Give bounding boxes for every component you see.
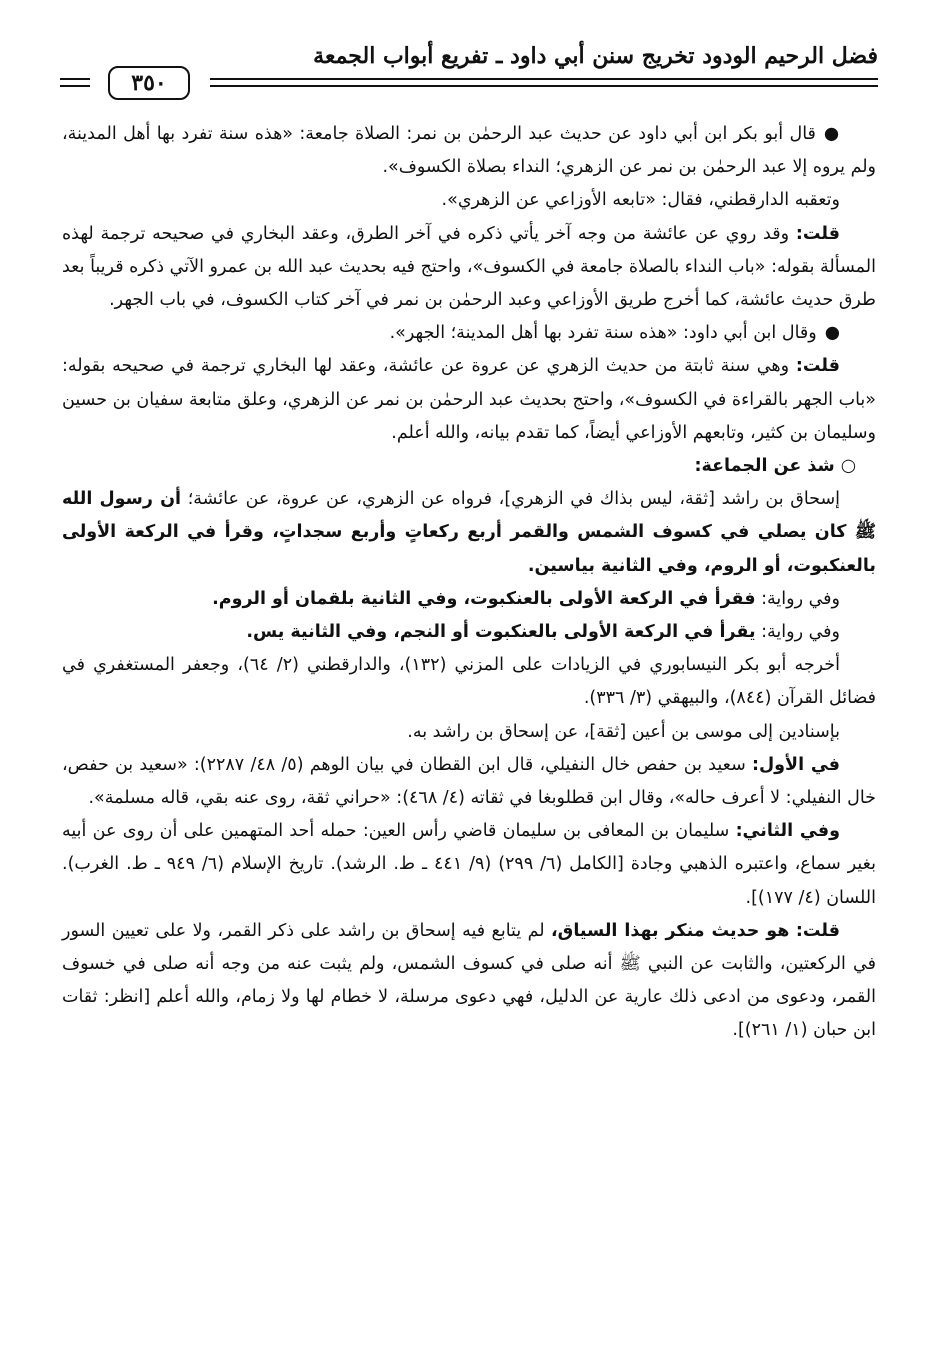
- paragraph: ●قال أبو بكر ابن أبي داود عن حديث عبد الرحمٰن بن نمر: الصلاة جامعة: «هذه سنة تفرد بها أهل المدينة، ولم يروه إلا عبد الرحمٰن بن نمر عن الزهري؛ النداء بصلاة الكسوف».: [62, 124, 876, 178]
- paragraph-label: وفي الثاني:: [735, 821, 840, 842]
- paragraph: أخرجه أبو بكر النيسابوري في الزيادات على المزني (١٣٢)، والدارقطني (٢/ ٦٤)، وجعفر المستغفري في فضائل القرآن (٨٤٤)، والبيهقي (٣/ ٣٣٦).: [62, 655, 876, 709]
- bullet-icon: ●: [823, 124, 840, 144]
- paragraph-label: قلت:: [795, 920, 840, 941]
- page-body: [62, 118, 876, 1048]
- paragraph: وتعقبه الدارقطني، فقال: «تابعه الأوزاعي عن الزهري».: [441, 190, 840, 211]
- hadith-text: أن رسول الله ﷺ كان يصلي في كسوف الشمس والقمر أربع ركعاتٍ وأربع سجداتٍ، وقرأ في الركعة الأولى بالعنكبوت، أو الروم، وفي الثانية بياسين.: [62, 489, 876, 576]
- paragraph: وفي الثاني: سليمان بن المعافى بن سليمان قاضي رأس العين: حمله أحد المتهمين على أن روى عن أبيه بغير سماع، واعتبره الذهبي وجادة [الكامل (٦/ ٢٩٩) (٩/ ٤٤١ ـ ط. الرشد). تاريخ الإسلام (٦/ ٩٤٩ ـ ط. الغرب). اللسان (٤/ ١٧٧)].: [62, 821, 876, 908]
- header-title: فضل الرحيم الودود تخريج سنن أبي داود ـ تفريع أبواب الجمعة: [313, 43, 878, 69]
- hadith-text: يقرأ في الركعة الأولى بالعنكبوت أو النجم، وفي الثانية يس.: [246, 622, 756, 643]
- hadith-text: فقرأ في الركعة الأولى بالعنكبوت، وفي الثانية بلقمان أو الروم.: [212, 588, 756, 609]
- paragraph: في الأول: سعيد بن حفص خال النفيلي، قال ابن القطان في بيان الوهم (٥/ ٤٨/ ٢٢٨٧): «سعيد بن حفص، خال النفيلي: لا أعرف حاله»، وقال ابن قطلوبغا في ثقاته (٤/ ٤٦٨): «حراني ثقة، روى عنه بقي، قاله مسلمة».: [62, 754, 876, 809]
- header-rule-short: [60, 78, 90, 87]
- verdict-text: هو حديث منكر بهذا السياق،: [551, 920, 790, 941]
- paragraph: بإسنادين إلى موسى بن أعين [ثقة]، عن إسحاق بن راشد به.: [407, 721, 840, 742]
- bullet-icon: ●: [824, 323, 840, 344]
- section-heading: ○شذ عن الجماعة:: [694, 456, 856, 477]
- paragraph: إسحاق بن راشد [ثقة، ليس بذاك في الزهري]، فرواه عن الزهري، عن عروة، عن عائشة؛ أن رسول الله ﷺ كان يصلي في كسوف الشمس والقمر أربع ركعاتٍ وأربع سجداتٍ، وقرأ في الركعة الأولى بالعنكبوت، أو الروم، وفي الثانية بياسين.: [62, 489, 876, 576]
- paragraph: قلت: هو حديث منكر بهذا السياق، لم يتابع فيه إسحاق بن راشد على ذكر القمر، ولا على تعيين السور في الركعتين، والثابت عن النبي ﷺ أنه صلى في كسوف الشمس، ولم يثبت عنه من وجه أنه صلى في خسوف القمر، ودعوى من ادعى ذلك عارية عن الدليل، فهي دعوى مرسلة، لا خطام لها ولا زمام، والله أعلم [انظر: ثقات ابن حبان (١/ ٢٦١)].: [62, 920, 876, 1041]
- paragraph: وفي رواية: فقرأ في الركعة الأولى بالعنكبوت، وفي الثانية بلقمان أو الروم.: [212, 588, 840, 609]
- paragraph-label: قلت:: [795, 356, 840, 377]
- paragraph: وفي رواية: يقرأ في الركعة الأولى بالعنكبوت أو النجم، وفي الثانية يس.: [246, 622, 840, 643]
- paragraph-label: قلت:: [795, 223, 840, 244]
- paragraph-label: في الأول:: [751, 754, 840, 775]
- page-number: ٣٥٠: [108, 66, 190, 100]
- paragraph: قلت: وهي سنة ثابتة من حديث الزهري عن عروة عن عائشة، وعقد لها البخاري ترجمة في صحيحه بقوله: «باب الجهر بالقراءة في الكسوف»، واحتج بحديث عبد الرحمٰن بن نمر عن الزهري، وعلق متابعة سفيان بن حسين وسليمان بن كثير، وتابعهم الأوزاعي أيضاً، كما تقدم بيانه، والله أعلم.: [62, 356, 876, 443]
- circle-marker-icon: ○: [840, 456, 856, 477]
- page-number-bar: [60, 62, 878, 102]
- header-rule: [210, 78, 878, 87]
- paragraph: ●وقال ابن أبي داود: «هذه سنة تفرد بها أهل المدينة؛ الجهر».: [389, 323, 840, 344]
- paragraph: قلت: وقد روي عن عائشة من وجه آخر يأتي ذكره في آخر الطرق، وعقد البخاري في صحيحه ترجمة لهذه المسألة بقوله: «باب النداء بالصلاة جامعة في الكسوف»، واحتج فيه بحديث عبد الله بن عمرو الآتي ذكره قريباً بعد طرق حديث عائشة، كما أخرج طريق الأوزاعي وعبد الرحمٰن بن نمر في آخر كتاب الكسوف، في باب الجهر.: [62, 223, 876, 311]
